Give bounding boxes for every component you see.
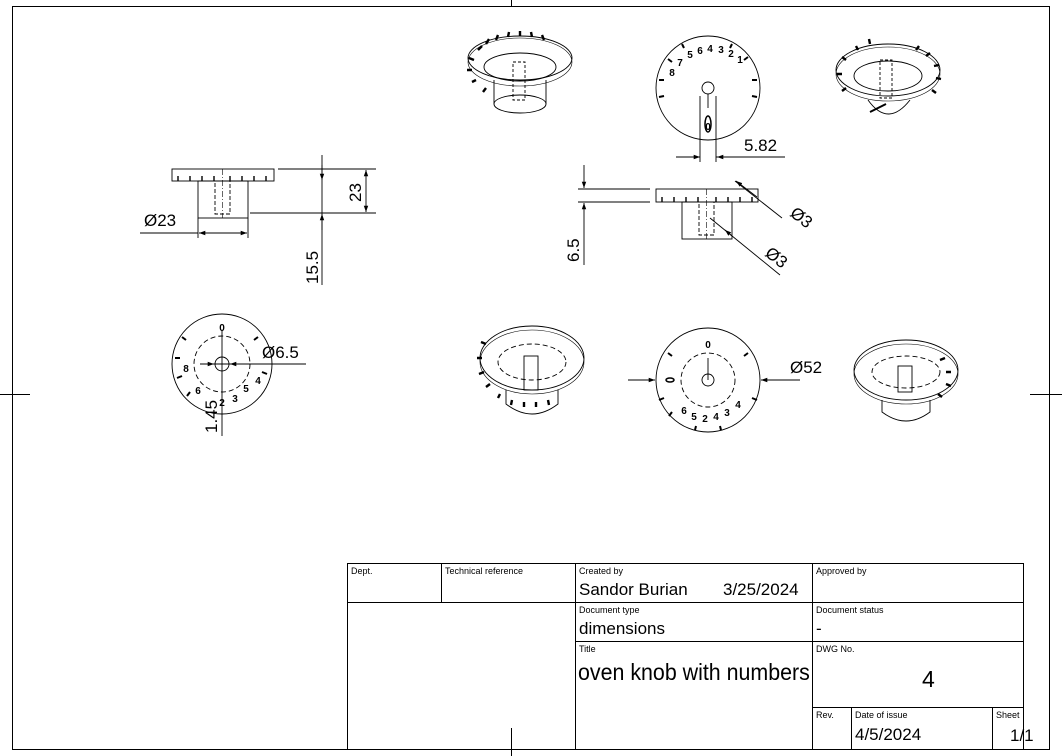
dept-cell	[347, 563, 441, 602]
dial-number: 4	[735, 400, 741, 411]
dial-number: 0	[705, 340, 711, 351]
date-of-issue-value: 4/5/2024	[855, 725, 922, 744]
dim-small-offset: 1.45	[202, 399, 221, 433]
created-by-cell	[575, 563, 812, 602]
doc-status-label: Document status	[816, 605, 884, 615]
dial-number: 5	[243, 384, 249, 395]
dial-number: 0	[705, 122, 711, 133]
dial-number: 3	[724, 408, 730, 419]
dwg-no-cell	[812, 641, 1023, 707]
dim-section-d1: Ø3	[786, 203, 817, 233]
dial-number: 2	[219, 398, 225, 409]
dial-number: 6	[681, 406, 687, 417]
approved-by-cell	[812, 563, 1023, 602]
title-label: Title	[579, 644, 596, 654]
bottom-view-dial	[172, 314, 306, 436]
dim-section-height: 6.5	[564, 238, 583, 262]
dim-top-hole: 5.82	[744, 136, 778, 155]
dial-number: 3	[718, 45, 724, 56]
created-by-value: Sandor Burian	[579, 580, 688, 599]
doc-type-label: Document type	[579, 605, 640, 615]
tech-ref-cell	[441, 563, 575, 602]
dial-number: 2	[728, 49, 734, 60]
iso-view-bottom-left	[477, 326, 584, 414]
dial-number: 4	[707, 44, 713, 55]
dwg-no-label: DWG No.	[816, 644, 855, 654]
sheet-value: 1/1	[1010, 726, 1034, 745]
iso-view-top-right	[836, 39, 941, 114]
dial-number: 2	[702, 414, 708, 425]
doc-status-value: -	[816, 619, 822, 638]
dial-number: 8	[669, 68, 675, 79]
rev-label: Rev.	[816, 710, 834, 720]
dial-number: 1	[737, 55, 743, 66]
date-of-issue-label: Date of issue	[855, 710, 908, 720]
dial-number: 7	[677, 58, 683, 69]
dial-number: 5	[691, 412, 697, 423]
dim-side-height: 23	[346, 183, 365, 202]
title-block	[347, 563, 1023, 749]
dwg-no-value: 4	[922, 666, 935, 692]
dial-number: 6	[697, 46, 703, 57]
created-date-value: 3/25/2024	[723, 580, 799, 599]
created-by-label: Created by	[579, 566, 624, 576]
dim-side-diameter: Ø23	[144, 211, 177, 230]
dim-outer-diameter: Ø52	[790, 358, 823, 377]
dept-label: Dept.	[351, 566, 373, 576]
iso-view-top-left	[467, 31, 572, 113]
dial-number: 0	[219, 323, 225, 334]
dim-bore-diameter: Ø6.5	[262, 343, 299, 362]
dim-section-d2: Ø3	[761, 243, 792, 273]
dim-side-stem: 15.5	[303, 250, 322, 284]
doc-type-cell	[575, 602, 812, 641]
dial-number: 4	[713, 412, 719, 423]
doc-type-value: dimensions	[579, 619, 665, 638]
iso-view-bottom-right	[854, 340, 958, 421]
dial-number: 8	[183, 364, 189, 375]
section-view	[578, 165, 782, 275]
title-cell	[575, 641, 812, 749]
rev-cell	[812, 707, 851, 749]
dial-number: 6	[195, 386, 201, 397]
tech-ref-label: Technical reference	[445, 566, 524, 576]
sheet-label: Sheet	[996, 710, 1020, 720]
doc-status-cell	[812, 602, 1023, 641]
dial-number: 4	[255, 376, 261, 387]
date-of-issue-cell	[851, 707, 992, 749]
approved-by-label: Approved by	[816, 566, 867, 576]
dial-number: 5	[687, 50, 693, 61]
title-value: oven knob with numbers	[578, 659, 810, 685]
dial-number: 3	[232, 394, 238, 405]
